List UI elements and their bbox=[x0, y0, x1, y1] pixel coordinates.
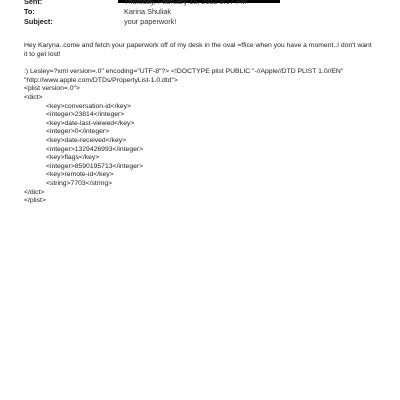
plist-line: <integer>23814</integer> bbox=[46, 111, 125, 119]
sent-value: Thursday, February 16, 2012 9:17 PM bbox=[124, 0, 247, 6]
message-body bbox=[24, 42, 384, 206]
plist-line: <integer>8590195713</integer> bbox=[46, 162, 144, 170]
plist-line: <integer>0</integer> bbox=[46, 128, 110, 136]
plist-line: </plist> bbox=[24, 197, 46, 205]
plist-line: <key>remote-id</key> bbox=[46, 171, 114, 179]
plist-line: <integer>1329426993</integer> bbox=[46, 145, 144, 153]
sent-label: Sent: bbox=[24, 0, 43, 6]
greeting-paragraph: Hey Karyna..come and fetch your paperwork off of my desk in the oval =ffice when you have a moment..I don't want it to get lost! bbox=[24, 42, 372, 58]
to-label: To: bbox=[24, 7, 35, 16]
plist-line: <string>7703</string> bbox=[46, 179, 113, 187]
plist-intro-paragraph: :) Lesley=?xml version=.0" encoding="UTF-8"?> <!DOCTYPE plist PUBLIC "-//Apple//DTD PLIST 1.0//EN" "http://www.apple.com/DTDs/PropertyList-1.0.dtd"> bbox=[24, 68, 344, 84]
plist-line: <key>date-last-viewed</key> bbox=[46, 119, 135, 127]
plist-line: <plist version=.0"> bbox=[24, 85, 80, 93]
plist-line: </dict> bbox=[24, 188, 45, 196]
plist-line: <key>conversation-id</key> bbox=[46, 102, 132, 110]
plist-line: <key>date-received</key> bbox=[46, 136, 127, 144]
plist-line: <dict> bbox=[24, 93, 43, 101]
to-value: Karina Shuliak bbox=[124, 7, 172, 16]
subject-value: your paperwork! bbox=[124, 17, 177, 26]
plist-line: <key>flags</key> bbox=[46, 154, 100, 162]
subject-label: Subject: bbox=[24, 17, 53, 26]
